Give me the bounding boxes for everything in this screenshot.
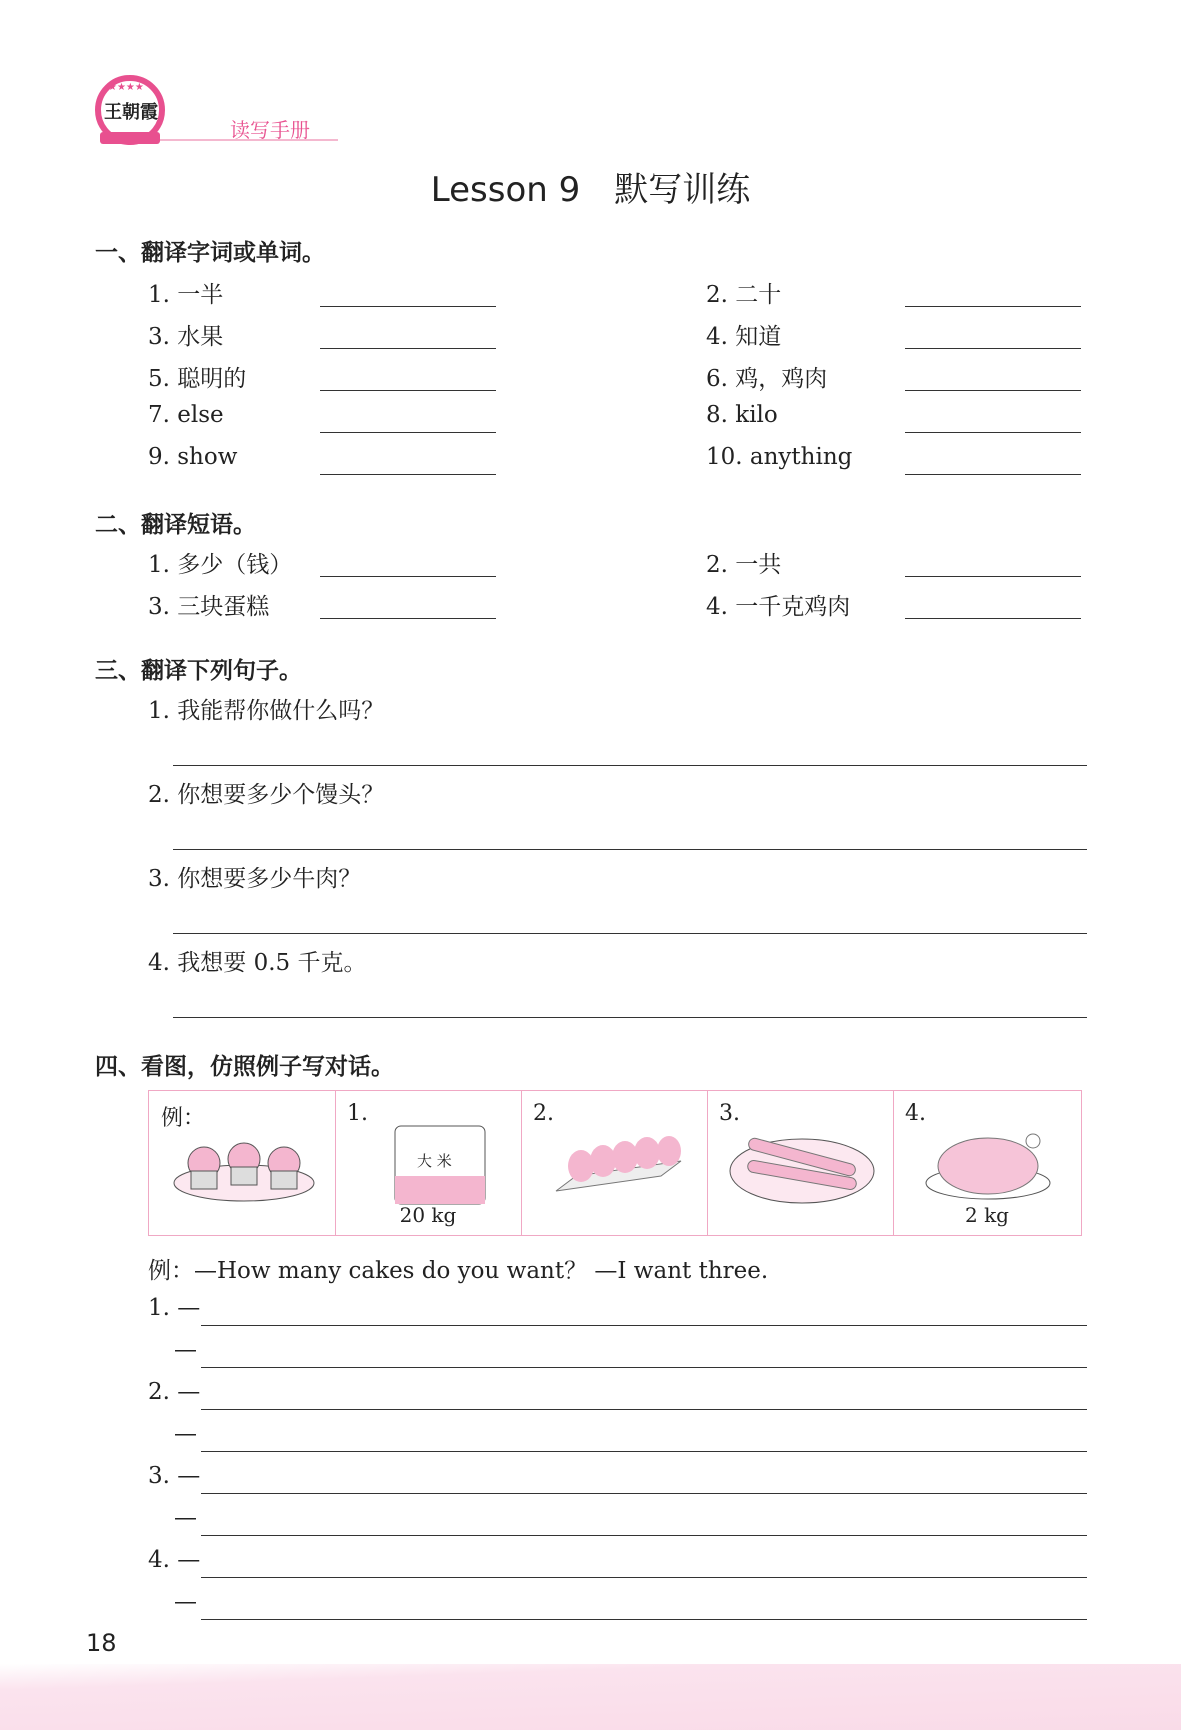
sentence-item: 1. 我能帮你做什么吗？ (148, 698, 385, 724)
answer-line[interactable] (201, 1535, 1087, 1536)
picture-number: 1. (347, 1101, 368, 1126)
dialogue-number: 4. — (148, 1547, 201, 1573)
logo (92, 68, 168, 150)
answer-line[interactable] (173, 765, 1087, 766)
answer-blank[interactable] (320, 306, 496, 307)
sentence-item: 2. 你想要多少个馒头？ (148, 782, 385, 808)
answer-blank[interactable] (320, 576, 496, 577)
dialogue-number: 1. — (148, 1295, 201, 1321)
section3-heading: 三、翻译下列句子。 (95, 658, 302, 684)
answer-line[interactable] (201, 1325, 1087, 1326)
phrase-item: 3. 三块蛋糕 (148, 594, 270, 620)
cupcakes-image (169, 1121, 319, 1211)
picture-1 (335, 1091, 522, 1235)
answer-blank[interactable] (905, 348, 1081, 349)
page-title: Lesson 9 默写训练 (430, 170, 751, 210)
picture-number: 4. (905, 1101, 926, 1126)
word-item: 2. 二十 (706, 282, 782, 308)
example-dialogue: 例：—How many cakes do you want？ —I want three. (148, 1258, 769, 1284)
answer-blank[interactable] (905, 474, 1081, 475)
answer-line[interactable] (173, 849, 1087, 850)
word-item: 8. kilo (706, 402, 778, 428)
chicken-image (913, 1121, 1063, 1206)
picture-caption: 2 kg (964, 1203, 1009, 1227)
word-item: 9. show (148, 444, 238, 470)
rice-label: 大 米 (417, 1152, 452, 1170)
answer-blank[interactable] (905, 432, 1081, 433)
picture-3 (707, 1091, 894, 1235)
answer-blank[interactable] (320, 390, 496, 391)
section1-heading: 一、翻译字词或单词。 (95, 240, 325, 266)
word-item: 1. 一半 (148, 282, 224, 308)
picture-caption: 20 kg (399, 1203, 457, 1227)
section2-heading: 二、翻译短语。 (95, 512, 256, 538)
word-item: 7. else (148, 402, 224, 428)
answer-blank[interactable] (905, 390, 1081, 391)
answer-line[interactable] (201, 1577, 1087, 1578)
dialogue-number: 3. — (148, 1463, 201, 1489)
answer-blank[interactable] (905, 618, 1081, 619)
sentence-item: 4. 我想要 0.5 千克。 (148, 950, 367, 976)
footer-band (0, 1664, 1181, 1730)
picture-4 (893, 1091, 1081, 1235)
dialogue-number: 2. — (148, 1379, 201, 1405)
dialogue-dash: — (174, 1421, 197, 1447)
picture-table (148, 1090, 1082, 1236)
word-item: 10. anything (706, 444, 853, 470)
picture-number: 3. (719, 1101, 740, 1126)
logo-text: 王朝霞 (104, 102, 158, 123)
svg-text:★★★★: ★★★★ (108, 82, 144, 93)
answer-line[interactable] (201, 1493, 1087, 1494)
word-item: 4. 知道 (706, 324, 782, 350)
page-number: 18 (86, 1629, 117, 1657)
answer-line[interactable] (201, 1367, 1087, 1368)
picture-number: 2. (533, 1101, 554, 1126)
answer-blank[interactable] (320, 432, 496, 433)
picture-number: 例： (161, 1106, 206, 1131)
answer-blank[interactable] (905, 306, 1081, 307)
dialogue-dash: — (174, 1337, 197, 1363)
rice-bag-image (355, 1121, 505, 1206)
answer-blank[interactable] (320, 348, 496, 349)
answer-line[interactable] (201, 1451, 1087, 1452)
dialogue-dash: — (174, 1505, 197, 1531)
answer-blank[interactable] (905, 576, 1081, 577)
eggs-image (541, 1121, 691, 1211)
picture-example (149, 1091, 336, 1235)
answer-line[interactable] (201, 1409, 1087, 1410)
picture-2 (521, 1091, 708, 1235)
answer-blank[interactable] (320, 618, 496, 619)
section4-heading: 四、看图，仿照例子写对话。 (95, 1054, 394, 1080)
handbook-label: 读写手册 (230, 118, 310, 142)
answer-line[interactable] (173, 933, 1087, 934)
phrase-item: 4. 一千克鸡肉 (706, 594, 851, 620)
answer-line[interactable] (173, 1017, 1087, 1018)
word-item: 3. 水果 (148, 324, 224, 350)
answer-blank[interactable] (320, 474, 496, 475)
phrase-item: 2. 一共 (706, 552, 782, 578)
sentence-item: 3. 你想要多少牛肉？ (148, 866, 362, 892)
phrase-item: 1. 多少（钱） (148, 552, 293, 578)
word-item: 5. 聪明的 (148, 366, 247, 392)
sausages-image (727, 1121, 877, 1211)
word-item: 6. 鸡，鸡肉 (706, 366, 828, 392)
answer-line[interactable] (201, 1619, 1087, 1620)
dialogue-dash: — (174, 1589, 197, 1615)
